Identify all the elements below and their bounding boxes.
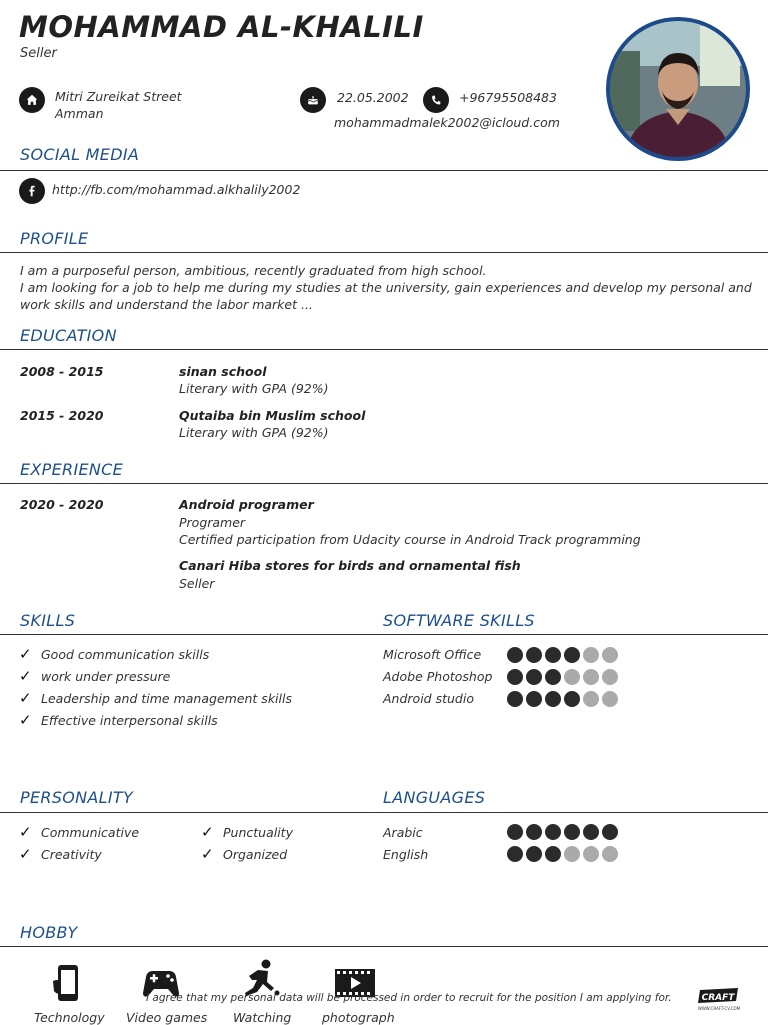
check-icon: ✓: [201, 823, 214, 841]
rating-dot-filled: [507, 824, 523, 840]
section-divider: [0, 946, 768, 947]
language-rating: [507, 846, 618, 862]
craft-cv-logo: [694, 984, 744, 1014]
profile-photo: [606, 17, 750, 161]
skill-item: Leadership and time management skills: [41, 691, 292, 706]
section-title-languages: LANGUAGES: [383, 788, 486, 807]
check-icon: ✓: [19, 845, 32, 863]
experience-job-detail: Certified participation from Udacity course in Android Track programming: [179, 532, 641, 547]
rating-dot-filled: [564, 691, 580, 707]
rating-dot-empty: [583, 647, 599, 663]
education-school: Qutaiba bin Muslim school: [179, 408, 366, 423]
education-years: 2008 - 2015: [20, 364, 104, 379]
rating-dot-filled: [507, 669, 523, 685]
logo-url: WWW.CRAFT-CV.COM: [697, 1006, 741, 1011]
rating-dot-filled: [507, 647, 523, 663]
section-title-profile: PROFILE: [20, 229, 89, 248]
skill-item: work under pressure: [41, 669, 171, 684]
rating-dot-filled: [526, 846, 542, 862]
section-divider: [0, 170, 768, 171]
profile-line-1: I am a purposeful person, ambitious, recently graduated from high school.: [20, 263, 487, 278]
phone-icon: [423, 87, 449, 113]
personality-item: Creativity: [41, 847, 102, 862]
job-title: Seller: [20, 46, 57, 61]
facebook-link[interactable]: http://fb.com/mohammad.alkhalily2002: [52, 182, 301, 197]
experience-job-role: Programer: [179, 515, 246, 530]
rating-dot-empty: [564, 846, 580, 862]
skill-item: Good communication skills: [41, 647, 210, 662]
education-detail: Literary with GPA (92%): [179, 425, 329, 440]
check-icon: ✓: [19, 711, 32, 729]
rating-dot-filled: [583, 824, 599, 840]
experience-job-title: Canari Hiba stores for birds and ornamental fish: [179, 558, 521, 573]
section-title-social: SOCIAL MEDIA: [20, 145, 140, 164]
rating-dot-filled: [507, 846, 523, 862]
rating-dot-filled: [545, 669, 561, 685]
phone-number[interactable]: +96795508483: [459, 90, 557, 105]
section-title-software-skills: SOFTWARE SKILLS: [383, 611, 535, 630]
birthdate: 22.05.2002: [337, 90, 409, 105]
rating-dot-empty: [602, 669, 618, 685]
rating-dot-filled: [526, 824, 542, 840]
language-name: Arabic: [383, 825, 423, 840]
rating-dot-empty: [583, 669, 599, 685]
smartphone-icon: [47, 963, 87, 1007]
check-icon: ✓: [201, 845, 214, 863]
rating-dot-filled: [507, 691, 523, 707]
data-consent-statement: I agree that my personal data will be processed in order to recruit for the position I am applying for.: [146, 992, 672, 1004]
profile-line-2: I am looking for a job to help me during my studies at the university, gain experiences and develop my personal and work skills and understand the labor market ...: [20, 280, 752, 312]
home-icon: [19, 87, 45, 113]
check-icon: ✓: [19, 645, 32, 663]
experience-job-title: Android programer: [179, 497, 314, 512]
rating-dot-filled: [545, 691, 561, 707]
rating-dot-filled: [526, 691, 542, 707]
software-skill-rating: [507, 691, 618, 707]
cake-icon: [300, 87, 326, 113]
email-address[interactable]: mohammadmalek2002@icloud.com: [334, 115, 560, 130]
rating-dot-filled: [545, 647, 561, 663]
candidate-name: MOHAMMAD AL-KHALILI: [19, 10, 424, 44]
section-divider: [0, 812, 768, 813]
logo-text: CRAFT: [701, 993, 735, 1003]
section-divider: [0, 634, 768, 635]
rating-dot-filled: [564, 824, 580, 840]
rating-dot-filled: [545, 824, 561, 840]
rating-dot-filled: [564, 647, 580, 663]
rating-dot-filled: [526, 669, 542, 685]
address-line1: Mitri Zureikat Street: [55, 89, 182, 104]
hobby-label: Video games: [126, 1010, 208, 1025]
facebook-icon: [19, 178, 45, 204]
section-title-education: EDUCATION: [20, 326, 117, 345]
section-title-experience: EXPERIENCE: [20, 460, 124, 479]
section-title-hobby: HOBBY: [20, 923, 78, 942]
personality-item: Communicative: [41, 825, 140, 840]
rating-dot-filled: [602, 824, 618, 840]
check-icon: ✓: [19, 823, 32, 841]
address-line2: Amman: [55, 106, 104, 121]
check-icon: ✓: [19, 667, 32, 685]
experience-job-role: Seller: [179, 576, 215, 591]
education-detail: Literary with GPA (92%): [179, 381, 329, 396]
section-divider: [0, 483, 768, 484]
personality-item: Punctuality: [223, 825, 293, 840]
software-skill-name: Adobe Photoshop: [383, 669, 493, 684]
education-school: sinan school: [179, 364, 267, 379]
rating-dot-empty: [602, 691, 618, 707]
hobby-label: Technology: [34, 1010, 105, 1025]
software-skill-name: Microsoft Office: [383, 647, 482, 662]
section-title-personality: PERSONALITY: [20, 788, 134, 807]
check-icon: ✓: [19, 689, 32, 707]
rating-dot-filled: [526, 647, 542, 663]
rating-dot-empty: [583, 691, 599, 707]
skill-item: Effective interpersonal skills: [41, 713, 218, 728]
hobby-label: photograph: [322, 1010, 395, 1025]
software-skill-rating: [507, 647, 618, 663]
experience-years: 2020 - 2020: [20, 497, 104, 512]
software-skill-name: Android studio: [383, 691, 474, 706]
language-name: English: [383, 847, 429, 862]
rating-dot-filled: [545, 846, 561, 862]
rating-dot-empty: [583, 846, 599, 862]
section-title-skills: SKILLS: [20, 611, 76, 630]
personality-item: Organized: [223, 847, 288, 862]
section-divider: [0, 349, 768, 350]
rating-dot-empty: [602, 846, 618, 862]
section-divider: [0, 252, 768, 253]
hobby-label: Watching: [233, 1010, 292, 1025]
language-rating: [507, 824, 618, 840]
rating-dot-empty: [564, 669, 580, 685]
education-years: 2015 - 2020: [20, 408, 104, 423]
software-skill-rating: [507, 669, 618, 685]
rating-dot-empty: [602, 647, 618, 663]
